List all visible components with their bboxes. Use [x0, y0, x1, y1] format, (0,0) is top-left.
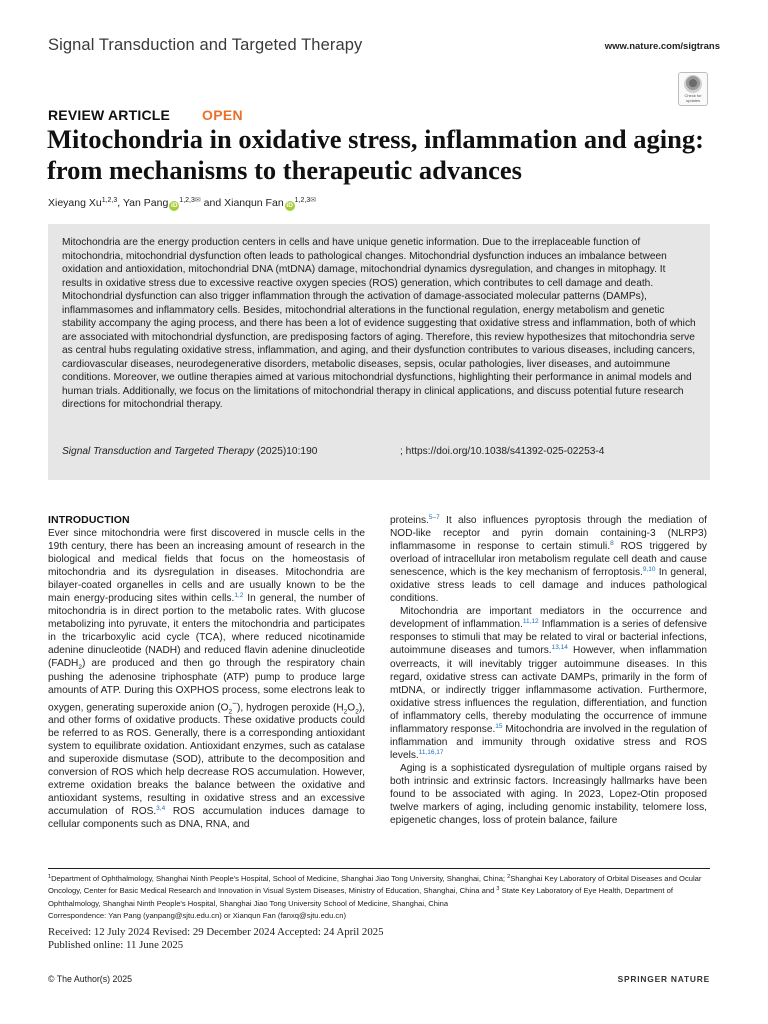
citation: [62, 446, 317, 457]
subscript: 2: [78, 664, 82, 672]
affiliation-marker: 1: [48, 874, 52, 880]
article-dates: [48, 926, 384, 952]
email-icon[interactable]: ✉: [310, 197, 317, 204]
body-paragraph: Mitochondria are important mediators in the occurrence and development of inflammation.$^{11,12}$ Inflammation is a series of defensive responses to stimuli that may be related to viral or bacterial infections, autoimmune diseases and tumors.$^{13,14}$ However, when inflammation overreacts, it will inevitably trigger autoimmune diseases. In this regard, oxidative stress can activate DAMPs, primarily in the form of mtDNA, or indirectly trigger inflammasome activation. Furthermore, oxidative stress influences the regulation, differentiation, and function of inflammatory cells, thereby modulating the occurrence of immune inflammatory response.$^{15}$ Mitochondria are involved in the regulation of inflammation and immunity through oxidative stress and ROS levels.$^{11,16,17}$: [390, 606, 708, 761]
reference-link[interactable]: 13,14: [551, 644, 568, 652]
reference-link[interactable]: 9,10: [642, 566, 656, 574]
author-affiliation-marker: 1,2,3: [294, 197, 311, 204]
affiliation-list: [48, 873, 710, 910]
author-affiliation-marker: 1,2,3: [101, 197, 118, 204]
affiliation-text: State Key Laboratory of Eye Health, Department of Ophthalmology, Shanghai Ninth People's Hospital, Shanghai Jiao Tong University School of Medicine, Shanghai, China: [48, 886, 673, 908]
affiliation-text: Shanghai Key Laboratory of Orbital Diseases and Ocular Oncology, Center for Basic Medical Research and Innovation in Visual System Diseases, Ministry of Education, Shanghai, China and: [48, 874, 702, 896]
check-for-updates-badge[interactable]: [678, 72, 708, 106]
body-paragraph: Aging is a sophisticated dysregulation of multiple organs raised by both intrinsic and extrinsic factors. Increasingly hallmarks have been found to be associated with aging. In 2023, Lopez-Otin proposed twelve markers of aging, including genomic instability, telomere loss, epigenetic changes, loss of protein balance, failure: [390, 762, 707, 827]
affiliation-marker: 2: [507, 874, 511, 880]
footnote-divider: [48, 868, 710, 869]
author-name[interactable]: Xieyang Xu: [48, 197, 102, 209]
dates-published: Published online: 11 June 2025: [48, 939, 184, 951]
body-paragraph: proteins.$^{5-7}$ It also influences pyroptosis through the mediation of NOD-like receptor and pyrin domain containing-3 (NLRP3) inflammasome in response to certain stimuli.$^8$ ROS triggered by overload of intracellular iron metabolism regulate cell death and cause senescence, which is the key mechanism of ferroptosis.$^{9,10}$ In general, oxidative stress leads to cell damage and induces pathological conditions.: [390, 514, 707, 605]
journal-url-link[interactable]: www.nature.com/sigtrans: [604, 41, 720, 52]
reference-link[interactable]: 8: [610, 540, 614, 548]
body-column-right: [390, 514, 707, 827]
affiliations: [48, 873, 710, 923]
article-type: REVIEW ARTICLE: [48, 107, 171, 123]
reference-link[interactable]: 5–7: [428, 514, 440, 521]
article-title: Mitochondria in oxidative stress, inflammation and aging: from mechanisms to therapeutic advances: [47, 124, 704, 185]
body-column-left: [48, 514, 365, 831]
check-for-updates-icon: [684, 75, 702, 93]
orcid-icon[interactable]: iD: [171, 202, 178, 209]
doi-link[interactable]: ; https://doi.org/10.1038/s41392-025-02253-4: [400, 446, 605, 457]
author-list: Xieyang Xu$^{1,2,3}$, Yan Pang iD$^{1,2,3}$✉ and Xianqun Fan iD$^{1,2,3}$✉: [48, 197, 317, 209]
orcid-icon[interactable]: iD: [286, 202, 293, 209]
correspondence: Correspondence: Yan Pang (yanpang@sjtu.edu.cn) or Xianqun Fan (fanxq@sjtu.edu.cn): [48, 911, 346, 921]
subscript: 2: [355, 708, 359, 716]
superscript: −: [232, 697, 238, 708]
author-name[interactable]: Yan Pang: [122, 197, 169, 209]
reference-link[interactable]: 3,4: [156, 805, 166, 813]
check-for-updates-label: Check for updates: [684, 93, 702, 103]
section-heading: INTRODUCTION: [48, 514, 130, 526]
journal-name: Signal Transduction and Targeted Therapy: [48, 36, 363, 54]
email-icon[interactable]: ✉: [194, 197, 201, 204]
copyright: © The Author(s) 2025: [48, 974, 133, 984]
citation-journal: Signal Transduction and Targeted Therapy: [62, 446, 254, 457]
subscript: 2: [228, 708, 233, 716]
reference-link[interactable]: 11,16,17: [418, 748, 444, 756]
abstract-text: Mitochondria are the energy production centers in cells and have unique genetic information. Due to the irreplaceable function of mitochondria, mitochondrial dysfunction often leads to pathological changes. Mitochondrial dysfunction induces an imbalance between oxidation and antioxidation, mitochondrial DNA (mtDNA) damage, mitochondrial dynamics dysregulation, and changes in mitophagy. It results in oxidative stress due to excessive reactive oxygen species (ROS) generation, which contributes to cell damage and death. Mitochondrial dysfunction can also trigger inflammation through the activation of damage-associated molecular patterns (DAMPs), inflammasomes and inflammatory cells. Besides, mitochondrial alterations in the functional regulation, energy metabolism and genetic stability accompany the aging process, and there has been a lot of evidence suggesting that oxidative stress and inflammation, both of which are associated with mitochondrial dysfunction, are predisposing factors of aging. Therefore, this review hypothesizes that mitochondria serve as central hubs regulating oxidative stress, inflammation, and aging, and their dysfunction contributes to various diseases, including cancers, cardiovascular diseases, neurodegenerative disorders, metabolic diseases, sepsis, ocular pathologies, liver diseases, and autoimmune conditions. Moreover, we outline therapies aimed at various mitochondrial dysfunctions, highlighting their performance in animal models and human trials. Additionally, we focus on the limitations of mitochondrial therapy in clinical applications, and discuss potential future research directions for mitochondrial therapy.: [62, 237, 696, 410]
body-paragraph: Ever since mitochondria were first discovered in muscle cells in the 19th century, there has been an increasing amount of research in the biological and medical fields that focus on the homeostasis of mitochondria and its dysregulation in diseases. Mitochondria are bilayer-coated organelles in cells and are usually known to be the main energy-producing sites within cells.$^{1,2}$ In general, the number of mitochondria is in direct portion to the metabolic rates. With glucose metabolizing into pyruvate, it enters the mitochondria and participates in the tricarboxylic acid cycle (TCA), where reduced nicotinamide adenine dinucleotide (NADH) and reduced flavin adenine dinucleotide $(FADH_2)$ are produced and then go through the respiratory chain pushing the adenosine triphosphate (ATP) pump to produce large amounts of ATP. During this OXPHOS process, some electrons leak to oxygen, generating superoxide anion $(O_2^-)$, hydrogen peroxide $(H_2O_2)$, and other forms of oxidative products. These oxidative products could be referred to as ROS. Generally, there is a corresponding antioxidant system to equilibrate oxidation. Antioxidant enzymes, such as catalase and superoxide dismutase (SOD), attribute to the decomposition and conversion of ROS which help decrease ROS accumulation. However, extreme oxidation breaks the balance between the oxidative and antioxidant systems, resulting in oxidative stress and an excessive accumulation of ROS.$^{3,4}$ ROS accumulation induces damage to cellular components such as DNA, RNA, and: [48, 528, 365, 831]
open-access-badge: OPEN: [202, 107, 243, 123]
affiliation-text: Department of Ophthalmology, Shanghai Ninth People's Hospital, School of Medicine, Shanghai Jiao Tong University, Shanghai, China;: [51, 874, 508, 883]
affiliation-marker: 3: [496, 886, 500, 893]
author-affiliation-marker: 1,2,3: [179, 197, 195, 204]
subscript: 2: [343, 708, 348, 716]
reference-link[interactable]: 1,2: [234, 592, 244, 600]
reference-link[interactable]: 15: [495, 722, 503, 730]
publisher-logo: SPRINGER NATURE: [617, 974, 710, 984]
reference-link[interactable]: 11,12: [522, 618, 539, 626]
author-name[interactable]: Xianqun Fan: [224, 197, 284, 209]
abstract-box: [48, 224, 710, 480]
dates-received-revised-accepted: Received: 12 July 2024 Revised: 29 December 2024 Accepted: 24 April 2025: [48, 926, 384, 938]
citation-volume: (2025)10:190: [253, 446, 318, 457]
